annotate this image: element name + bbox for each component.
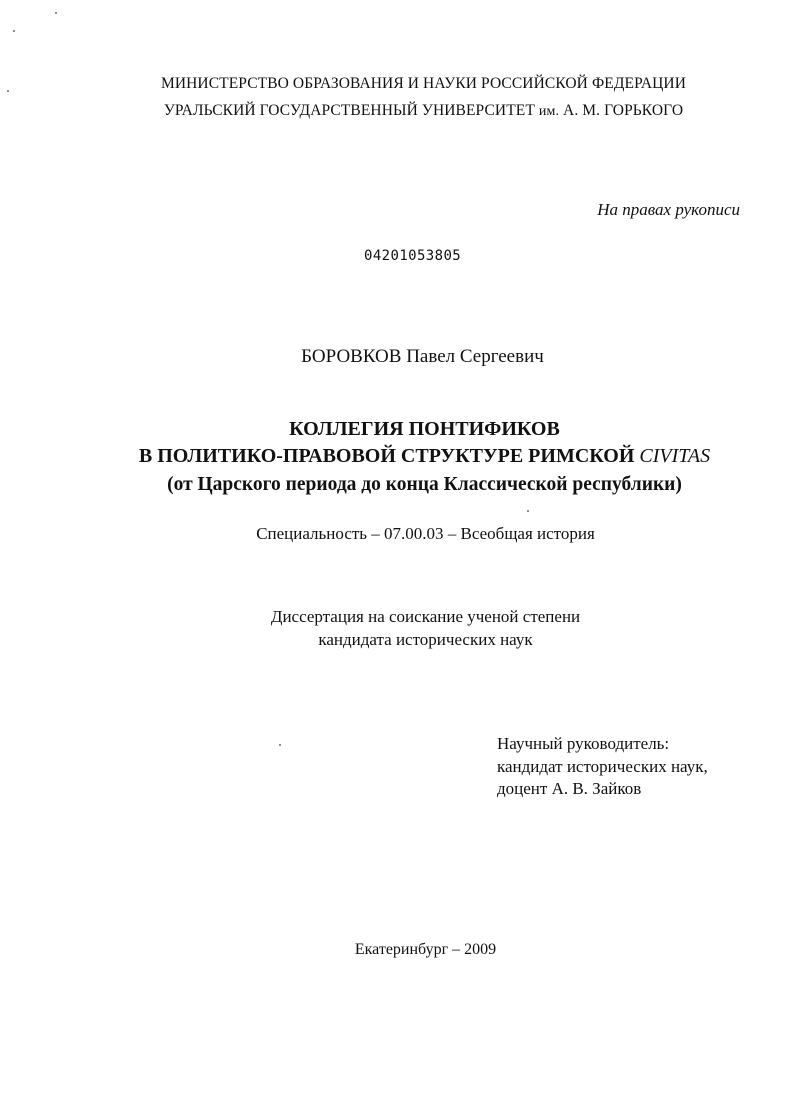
author-name: БОРОВКОВ Павел Сергеевич	[301, 346, 544, 367]
university-im: им.	[538, 104, 560, 119]
manuscript-rights-note: На правах рукописи	[597, 200, 740, 219]
title-civitas: CIVITAS	[639, 445, 711, 467]
ministry-heading: МИНИСТЕРСТВО ОБРАЗОВАНИЯ И НАУКИ РОССИЙСКОЙ ФЕДЕРАЦИИ	[160, 75, 687, 92]
title-line-2-main: В ПОЛИТИКО-ПРАВОВОЙ СТРУКТУРЕ РИМСКОЙ	[138, 445, 635, 467]
scan-speck	[13, 30, 15, 32]
title-line-1: КОЛЛЕГИЯ ПОНТИФИКОВ	[289, 418, 560, 440]
scan-speck	[527, 510, 529, 512]
advisor-label: Научный руководитель:	[497, 734, 670, 753]
scan-speck	[55, 12, 57, 14]
advisor-name: доцент А. В. Зайков	[497, 779, 642, 798]
title-line-3: (от Царского периода до конца Классической республики)	[167, 474, 682, 495]
specialty: Специальность – 07.00.03 – Всеобщая история	[256, 524, 595, 543]
university-main: УРАЛЬСКИЙ ГОСУДАРСТВЕННЫЙ УНИВЕРСИТЕТ	[163, 102, 535, 119]
dissertation-line-2: кандидата исторических наук	[318, 630, 533, 649]
university-heading	[25, 102, 797, 120]
dissertation-line-1: Диссертация на соискание ученой степени	[270, 607, 581, 626]
inventory-number: 04201053805	[364, 248, 462, 264]
university-name: А. М. ГОРЬКОГО	[563, 102, 684, 119]
advisor-degree: кандидат исторических наук,	[497, 757, 708, 776]
scan-speck	[7, 90, 9, 92]
title-line-2	[26, 445, 797, 468]
scan-speck	[279, 744, 281, 746]
city-year: Екатеринбург – 2009	[354, 941, 497, 958]
